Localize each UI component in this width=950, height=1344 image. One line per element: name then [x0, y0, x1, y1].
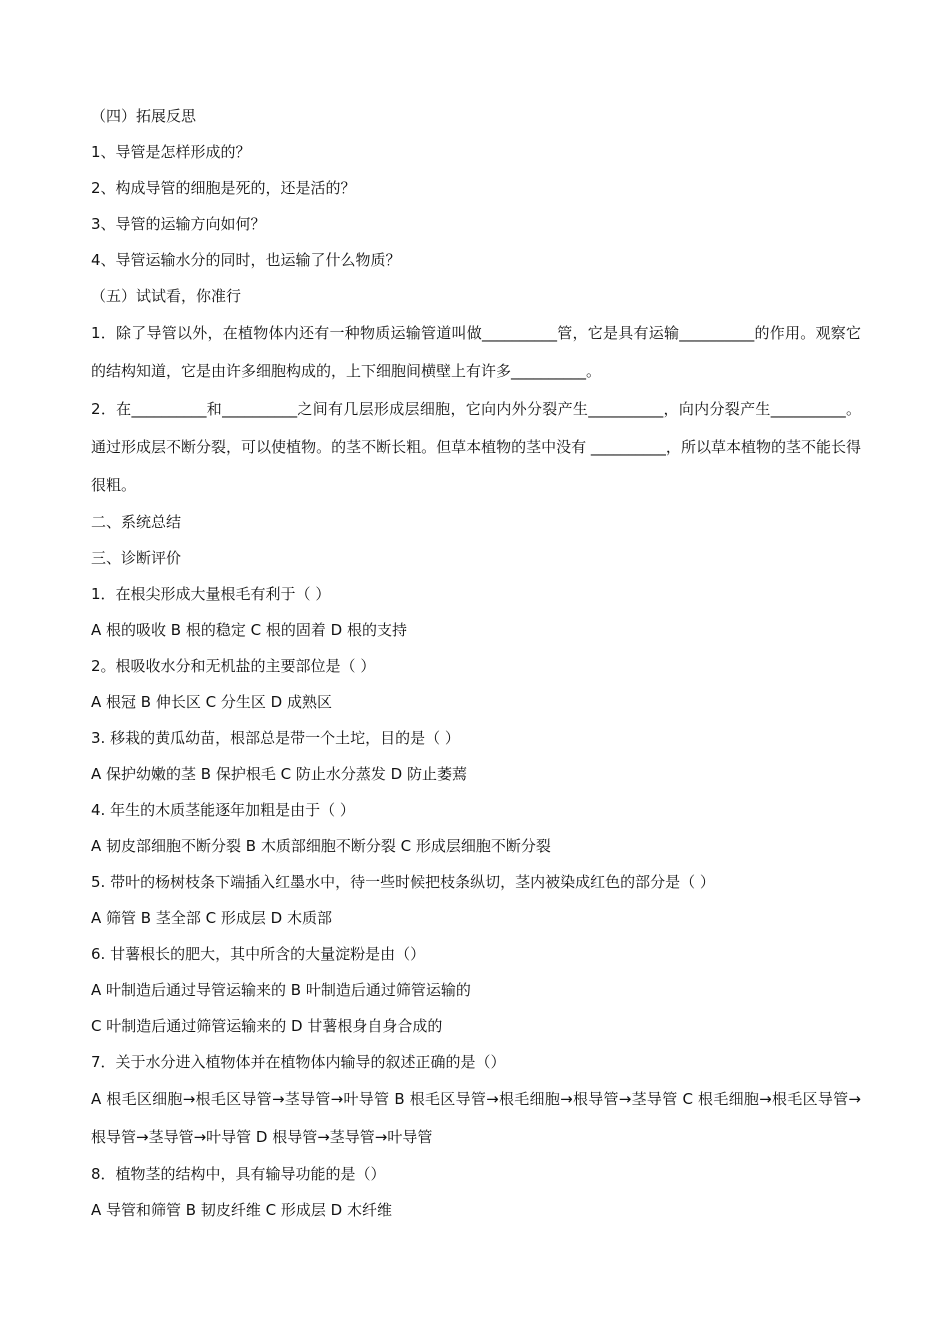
options-line: C 叶制造后通过筛管运输来的 D 甘薯根身自身合成的 — [91, 1017, 443, 1035]
question-line: 1．在根尖形成大量根毛有利于（ ） — [91, 585, 331, 603]
options-line: A 韧皮部细胞不断分裂 B 木质部细胞不断分裂 C 形成层细胞不断分裂 — [91, 837, 551, 855]
question-line: 7．关于水分进入植物体并在植物体内输导的叙述正确的是（） — [91, 1053, 506, 1071]
question-line: 1、导管是怎样形成的？ — [91, 143, 251, 161]
options-line: A 叶制造后通过导管运输来的 B 叶制造后通过筛管运输的 — [91, 981, 471, 999]
question-line: 8．植物茎的结构中，具有输导功能的是（） — [91, 1165, 386, 1183]
fill-blank-question-2: 2．在__________和__________之间有几层形成层细胞，它向内外分裂产生__________，向内分裂产生__________。通过形成层不断分裂，可以使植物。的茎不断长粗。但草本植物的茎中没有 __________，所以草本植物的茎不能长得很粗。 — [91, 400, 861, 494]
options-paragraph: A 根毛区细胞→根毛区导管→茎导管→叶导管 B 根毛区导管→根毛细胞→根导管→茎导管 C 根毛细胞→根毛区导管→根导管→茎导管→叶导管 D 根导管→茎导管→叶导管 — [91, 1090, 861, 1146]
question-line: 3. 移栽的黄瓜幼苗，根部总是带一个土坨，目的是（ ） — [91, 729, 460, 747]
options-line: A 筛管 B 茎全部 C 形成层 D 木质部 — [91, 909, 332, 927]
options-line: A 根冠 B 伸长区 C 分生区 D 成熟区 — [91, 693, 332, 711]
question-line: 3、导管的运输方向如何？ — [91, 215, 266, 233]
question-line: 6. 甘薯根长的肥大，其中所含的大量淀粉是由（） — [91, 945, 426, 963]
document-page — [91, 98, 861, 1228]
question-line: 4. 年生的木质茎能逐年加粗是由于（ ） — [91, 801, 355, 819]
question-line: 2。根吸收水分和无机盐的主要部位是（ ） — [91, 657, 376, 675]
question-line: 2、构成导管的细胞是死的，还是活的？ — [91, 179, 356, 197]
question-line: 5. 带叶的杨树枝条下端插入红墨水中，待一些时候把枝条纵切，茎内被染成红色的部分是（ ） — [91, 873, 715, 891]
section-5-heading: （五）试试看，你准行 — [91, 287, 242, 305]
fill-blank-question-1: 1．除了导管以外，在植物体内还有一种物质运输管道叫做__________管，它是具有运输__________的作用。观察它的结构知道，它是由许多细胞构成的，上下细胞间横壁上有许多__________。 — [91, 324, 861, 380]
section-3-heading: 三、诊断评价 — [91, 549, 182, 567]
options-line: A 导管和筛管 B 韧皮纤维 C 形成层 D 木纤维 — [91, 1201, 392, 1219]
question-line: 4、导管运输水分的同时，也运输了什么物质？ — [91, 251, 401, 269]
options-line: A 保护幼嫩的茎 B 保护根毛 C 防止水分蒸发 D 防止萎蔫 — [91, 765, 467, 783]
options-line: A 根的吸收 B 根的稳定 C 根的固着 D 根的支持 — [91, 621, 407, 639]
section-2-heading: 二、系统总结 — [91, 513, 182, 531]
section-4-heading: （四）拓展反思 — [91, 107, 197, 125]
